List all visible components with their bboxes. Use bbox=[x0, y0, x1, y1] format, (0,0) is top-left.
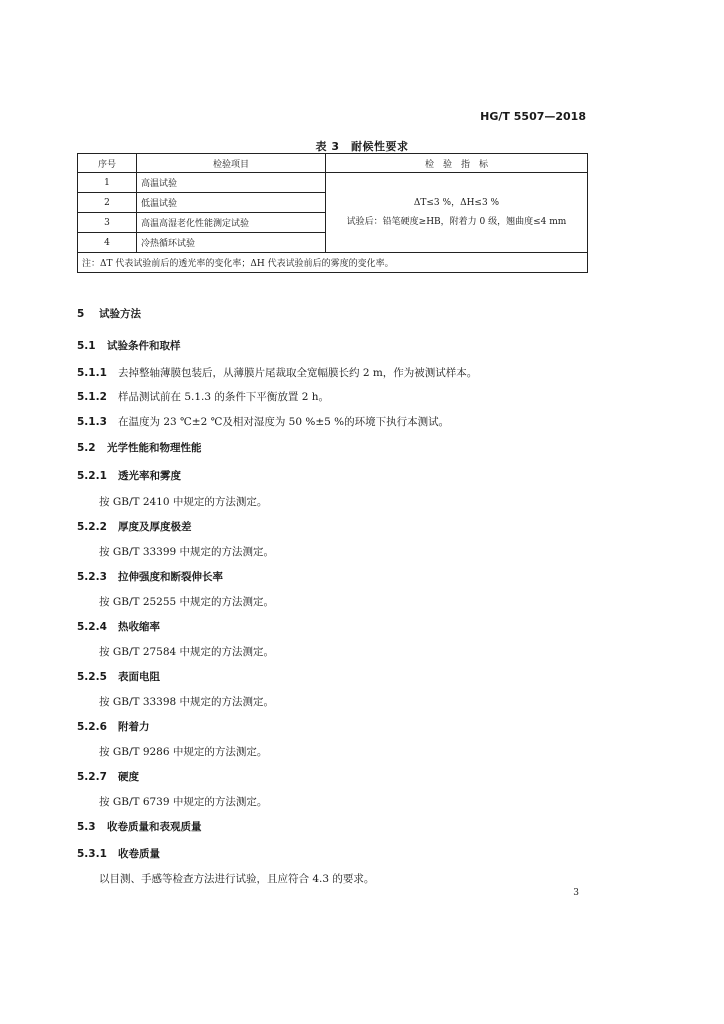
paragraph-5-2-7: 按 GB/T 6739 中规定的方法测定。 bbox=[99, 796, 268, 808]
row-item: 低温试验 bbox=[137, 193, 326, 213]
table-header-row bbox=[78, 154, 588, 173]
paragraph-5-2-2: 按 GB/T 33399 中规定的方法测定。 bbox=[99, 546, 275, 558]
clause-5-1-3: 5.1.3 在温度为 23 ℃±2 ℃及相对湿度为 50 %±5 %的环境下执行本测试。 bbox=[77, 416, 450, 428]
row-no: 2 bbox=[78, 193, 137, 213]
row-no: 3 bbox=[78, 213, 137, 233]
clause-5-1-2: 5.1.2 样品测试前在 5.1.3 的条件下平衡放置 2 h。 bbox=[77, 391, 330, 403]
clause-5-2-4: 5.2.4 热收缩率 bbox=[77, 621, 160, 633]
page-number: 3 bbox=[573, 888, 579, 898]
table-row bbox=[78, 173, 588, 193]
table-note-row bbox=[78, 253, 588, 273]
table-title: 表 3 耐候性要求 bbox=[315, 140, 409, 153]
row-item: 高温高湿老化性能测定试验 bbox=[137, 213, 326, 233]
section-5-1: 5.1 试验条件和取样 bbox=[77, 340, 181, 352]
paragraph-5-2-3: 按 GB/T 25255 中规定的方法测定。 bbox=[99, 596, 275, 608]
paragraph-5-3-1: 以目测、手感等检查方法进行试验，且应符合 4.3 的要求。 bbox=[99, 873, 375, 885]
weather-resistance-table bbox=[77, 153, 588, 273]
paragraph-5-2-4: 按 GB/T 27584 中规定的方法测定。 bbox=[99, 646, 275, 658]
column-header-indicator: 检 验 指 标 bbox=[326, 154, 588, 173]
clause-5-3-1: 5.3.1 收卷质量 bbox=[77, 848, 160, 860]
section-5: 5 试验方法 bbox=[77, 308, 141, 320]
clause-5-2-1: 5.2.1 透光率和雾度 bbox=[77, 470, 181, 482]
clause-5-2-5: 5.2.5 表面电阻 bbox=[77, 671, 160, 683]
clause-5-2-7: 5.2.7 硬度 bbox=[77, 771, 139, 783]
paragraph-5-2-5: 按 GB/T 33398 中规定的方法测定。 bbox=[99, 696, 275, 708]
indicator-line-2: 试验后：铅笔硬度≥HB，附着力 0 级，翘曲度≤4 mm bbox=[346, 216, 567, 227]
column-header-no: 序号 bbox=[78, 154, 137, 173]
document-code: HG/T 5507—2018 bbox=[480, 110, 586, 123]
row-no: 4 bbox=[78, 233, 137, 253]
row-item: 高温试验 bbox=[137, 173, 326, 193]
clause-5-1-1: 5.1.1 去掉整轴薄膜包装后，从薄膜片尾裁取全宽幅膜长约 2 m，作为被测试样本。 bbox=[77, 367, 478, 379]
indicator-line-1: ΔT≤3 %，ΔH≤3 % bbox=[413, 197, 500, 208]
indicator-cell bbox=[326, 173, 588, 253]
table-note: 注：ΔT 代表试验前后的透光率的变化率；ΔH 代表试验前后的雾度的变化率。 bbox=[78, 253, 588, 273]
clause-5-2-3: 5.2.3 拉伸强度和断裂伸长率 bbox=[77, 571, 223, 583]
row-no: 1 bbox=[78, 173, 137, 193]
paragraph-5-2-6: 按 GB/T 9286 中规定的方法测定。 bbox=[99, 746, 268, 758]
paragraph-5-2-1: 按 GB/T 2410 中规定的方法测定。 bbox=[99, 496, 268, 508]
row-item: 冷热循环试验 bbox=[137, 233, 326, 253]
section-5-2: 5.2 光学性能和物理性能 bbox=[77, 442, 202, 454]
section-5-3: 5.3 收卷质量和表观质量 bbox=[77, 821, 202, 833]
clause-5-2-2: 5.2.2 厚度及厚度极差 bbox=[77, 521, 192, 533]
clause-5-2-6: 5.2.6 附着力 bbox=[77, 721, 150, 733]
column-header-item: 检验项目 bbox=[137, 154, 326, 173]
